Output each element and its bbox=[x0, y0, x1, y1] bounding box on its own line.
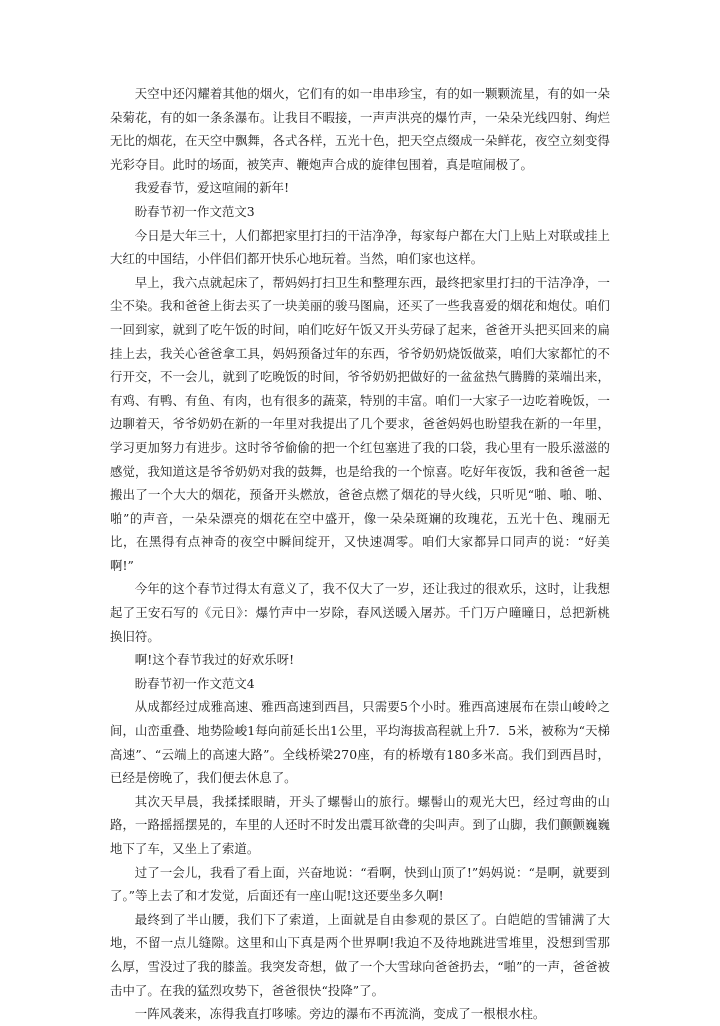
paragraph-yuan-ri-poem: 今年的这个春节过得太有意义了，我不仅大了一岁，还让我过的很欢乐，这时，让我想起了王安石写的《元日》：爆竹声中一岁除，春风送暖入屠苏。千门万户曈曈日，总把新桃换旧符。 bbox=[110, 581, 610, 644]
section-heading-essay-4: 盼春节初一作文范文4 bbox=[134, 675, 255, 691]
document-body bbox=[110, 82, 610, 1026]
paragraph-cable-car: 过了一会儿，我看了看上面，兴奋地说：“看啊，快到山顶了!”妈妈说：“是啊，就要到了。”等上去了和才发觉，后面还有一座山呢!这还要坐多久啊! bbox=[110, 864, 610, 904]
paragraph-frozen-waterfall: 一阵风袭来，冻得我直打哆嗦。旁边的瀑布不再流淌，变成了一根根水柱。 bbox=[134, 1006, 546, 1022]
paragraph-yaxi-highway: 从成都经过成雅高速、雅西高速到西昌，只需要5个小时。雅西高速展布在崇山峻岭之间，山峦重叠、地势险峻1每向前延长出1公里，平均海拔高程就上升7．5米，被称为“天梯高速”、“云端上的高速大路”。全线桥梁270座，有的桥墩有180多米高。我们到西昌时，已经是傍晚了，我们便去休息了。 bbox=[110, 699, 610, 786]
paragraph-luoji-mountain-trip: 其次天早晨，我揉揉眼睛，开头了螺髻山的旅行。螺髻山的观光大巴，经过弯曲的山路，一路摇摇摆晃的，车里的人还时不时发出震耳欲聋的尖叫声。到了山脚，我们颤颤巍巍地下了车，又坐上了索道。 bbox=[110, 793, 610, 856]
section-heading-essay-3: 盼春节初一作文范文3 bbox=[134, 203, 255, 219]
paragraph-fireworks: 天空中还闪耀着其他的烟火，它们有的如一串串珍宝，有的如一颗颗流星，有的如一朵朵菊花，有的如一条条瀑布。让我目不暇接，一声声洪亮的爆竹声，一朵朵光线四射、绚烂无比的烟花，在天空中飘舞，各式各样，五光十色，把天空点缀成一朵鲜花，夜空立刻变得光彩夺目。此时的场面，被笑声、鞭炮声合成的旋律包围着，真是喧闹极了。 bbox=[110, 86, 610, 172]
paragraph-snow-play: 最终到了半山腰，我们下了索道，上面就是自由参观的景区了。白皑皑的雪铺满了大地，不留一点儿缝隙。这里和山下真是两个世界啊!我迫不及待地跳进雪堆里，没想到雪那么厚，雪没过了我的膝盖。我突发奇想，做了一个大雪球向爸爸扔去，“啪”的一声，爸爸被击中了。在我的猛烈攻势下，爸爸很快“投降”了。 bbox=[110, 911, 610, 998]
paragraph-new-years-eve: 今日是大年三十，人们都把家里打扫的干洁净净，每家每户都在大门上贴上对联或挂上大红的中国结，小伴侣们都开快乐心地玩着。当然，咱们家也这样。 bbox=[110, 227, 610, 267]
paragraph-love-spring-festival: 我爱春节，爱这喧闹的新年! bbox=[134, 180, 290, 196]
paragraph-morning-preparations: 早上，我六点就起床了，帮妈妈打扫卫生和整理东西，最终把家里打扫的干洁净净，一尘不染。我和爸爸上街去买了一块美丽的骏马图扁，还买了一些我喜爱的烟花和炮仗。咱们一回到家，就到了吃午饭的时间，咱们吃好午饭又开头劳碌了起来，爸爸开头把买回来的扁挂上去，我关心爸爸拿工具，妈妈预备过年的东西，爷爷奶奶烧饭做菜，咱们大家都忙的不行开交，不一会儿，就到了吃晚饭的时间，爷爷奶奶把做好的一盆盆热气腾腾的菜端出来，有鸡、有鸭、有鱼、有肉，也有很多的蔬菜，特别的丰富。咱们一大家子一边吃着晚饭，一边聊着天，爷爷奶奶在新的一年里对我提出了几个要求，爸爸妈妈也盼望我在新的一年里，学习更加努力有进步。这时爷爷偷偷的把一个红包塞进了我的口袋，我心里有一股乐滋滋的感觉，我知道这是爷爷奶奶对我的鼓舞，也是给我的一个惊喜。吃好年夜饭，我和爸爸一起搬出了一个大大的烟花，预备开头燃放，爸爸点燃了烟花的导火线，只听见“啪、啪、啪、啪”的声音，一朵朵漂亮的烟花在空中盛开，像一朵朵斑斓的玫瑰花，五光十色、瑰丽无比，在黑得有点神奇的夜空中瞬间绽开，又快速凋零。咱们大家都异口同声的说：“好美啊!” bbox=[110, 274, 610, 573]
paragraph-happy-festival: 啊!这个春节我过的好欢乐呀! bbox=[134, 652, 295, 668]
